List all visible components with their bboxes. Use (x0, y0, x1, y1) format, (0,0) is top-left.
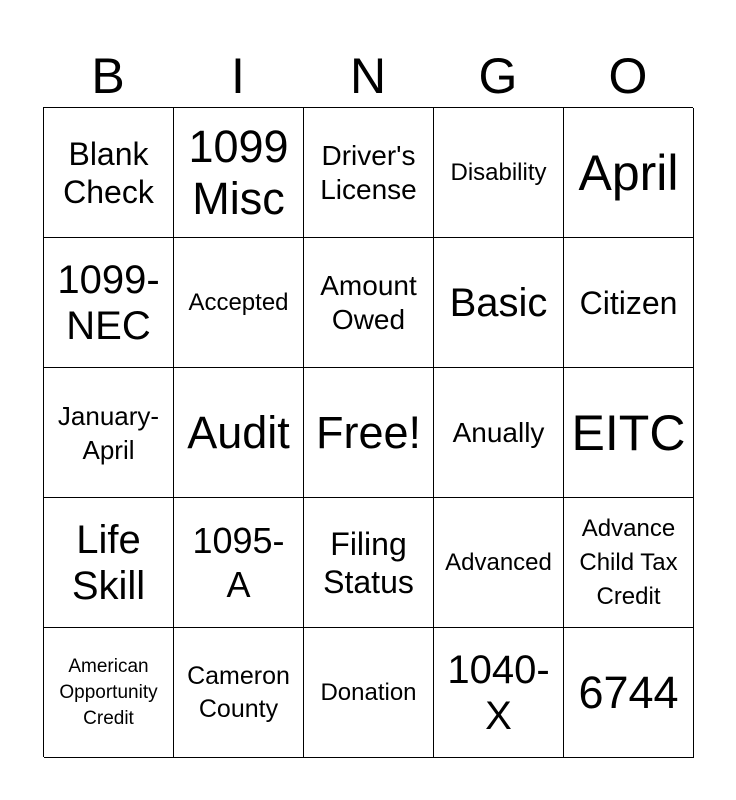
bingo-cell[interactable] (304, 108, 434, 238)
bingo-cell[interactable] (44, 628, 174, 758)
cell-label: Citizen (579, 284, 678, 321)
header-letter-g: G (478, 48, 518, 104)
cell-label: Advance Child Tax Credit (579, 514, 678, 610)
bingo-cell free-space[interactable] (304, 368, 434, 498)
header-letter-o: O (608, 48, 648, 104)
bingo-cell[interactable] (44, 108, 174, 238)
bingo-cell[interactable] (564, 628, 694, 758)
bingo-cell[interactable] (174, 108, 304, 238)
bingo-cell[interactable] (434, 628, 564, 758)
cell-label: 1099- NEC (57, 257, 160, 348)
bingo-grid (43, 107, 693, 757)
cell-label: Donation (320, 678, 417, 706)
cell-label: Free! (315, 406, 422, 458)
bingo-cell[interactable] (434, 238, 564, 368)
header-letter-n: N (349, 48, 387, 104)
bingo-cell[interactable] (304, 628, 434, 758)
bingo-cell[interactable] (434, 368, 564, 498)
cell-label: EITC (571, 404, 686, 461)
bingo-cell[interactable] (564, 238, 694, 368)
bingo-cell[interactable] (304, 498, 434, 628)
bingo-cell[interactable] (44, 238, 174, 368)
cell-label: Driver's License (320, 139, 417, 205)
bingo-cell[interactable] (564, 108, 694, 238)
cell-label: January- April (57, 400, 160, 465)
cell-label: April (578, 144, 679, 201)
bingo-cell[interactable] (304, 238, 434, 368)
cell-label: Amount Owed (320, 269, 417, 335)
bingo-cell[interactable] (174, 628, 304, 758)
bingo-cell[interactable] (174, 368, 304, 498)
cell-label: 1099 Misc (188, 120, 289, 224)
bingo-header (43, 46, 693, 106)
bingo-cell[interactable] (434, 108, 564, 238)
header-letter-b: B (91, 48, 125, 104)
cell-label: American Opportunity Credit (59, 655, 158, 729)
bingo-cell[interactable] (174, 238, 304, 368)
cell-label: 6744 (578, 666, 679, 718)
bingo-cell[interactable] (44, 498, 174, 628)
bingo-cell[interactable] (564, 498, 694, 628)
cell-label: Cameron County (187, 661, 290, 723)
cell-label: Life Skill (71, 517, 146, 608)
bingo-cell[interactable] (564, 368, 694, 498)
cell-label: Anually (452, 416, 545, 448)
bingo-cell[interactable] (44, 368, 174, 498)
cell-label: Blank Check (63, 135, 154, 210)
cell-label: Basic (449, 280, 548, 325)
header-letter-i: I (231, 48, 245, 104)
cell-label: 1040- X (447, 647, 550, 738)
cell-label: Audit (187, 406, 290, 458)
bingo-cell[interactable] (434, 498, 564, 628)
cell-label: Accepted (188, 288, 289, 316)
cell-label: Disability (450, 158, 547, 186)
cell-label: Filing Status (323, 525, 414, 600)
cell-label: Advanced (445, 548, 552, 576)
bingo-cell[interactable] (174, 498, 304, 628)
cell-label: 1095- A (192, 519, 285, 605)
